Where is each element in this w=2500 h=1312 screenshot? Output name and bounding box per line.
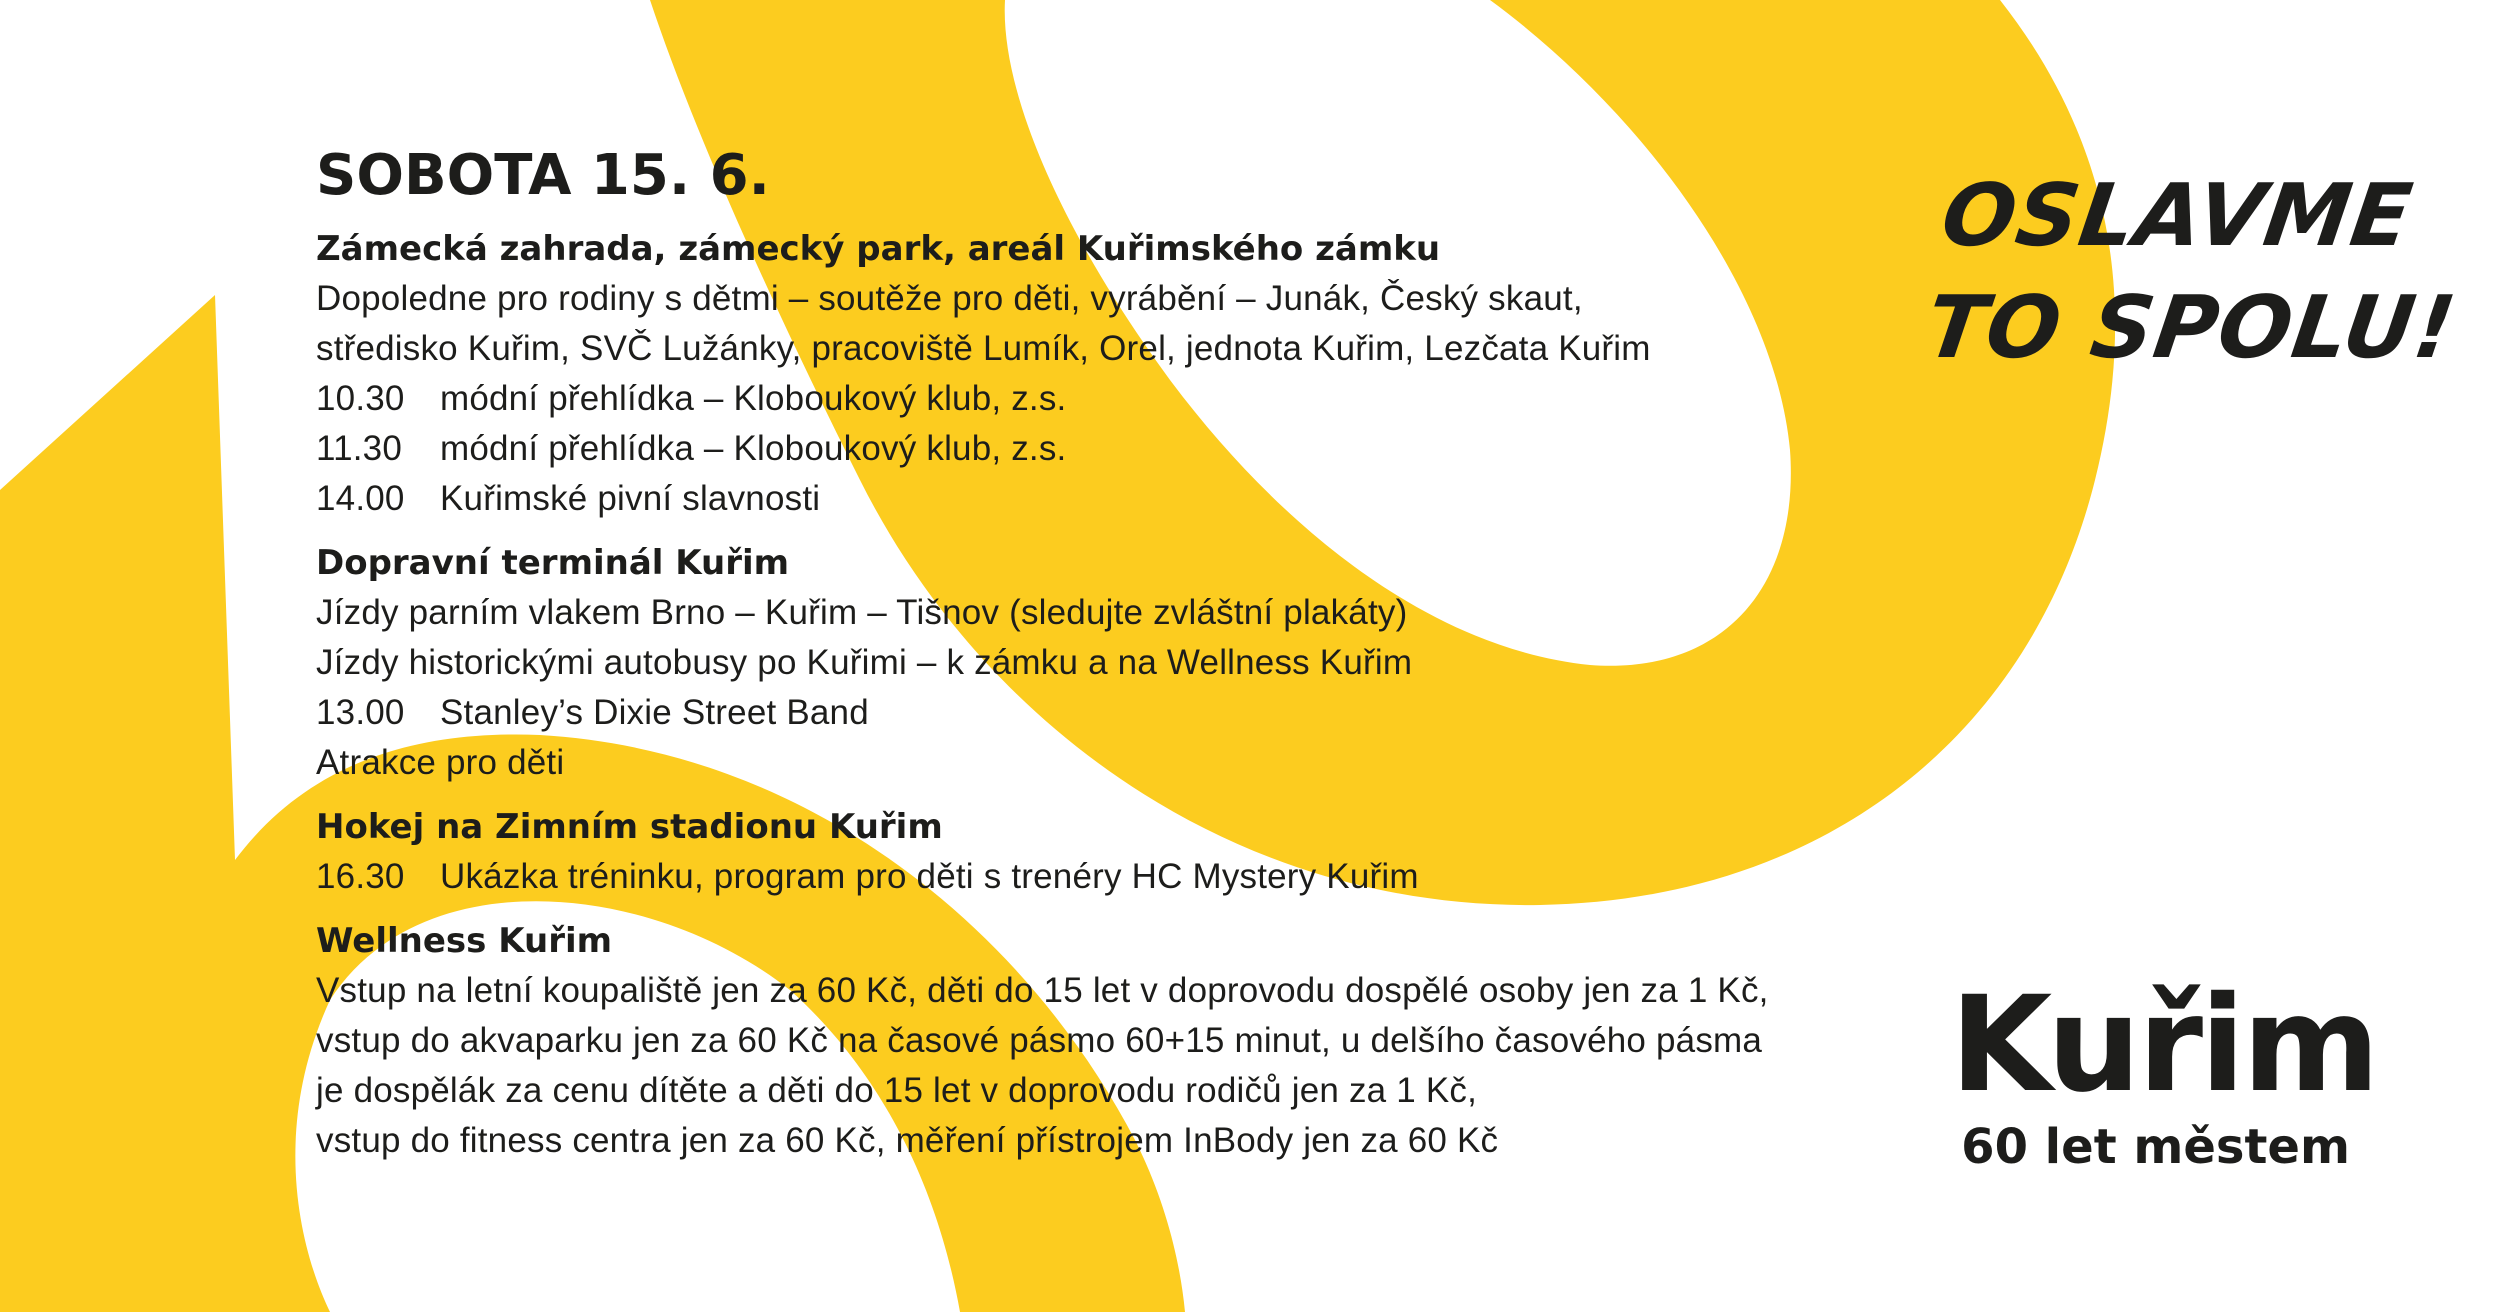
program-line: [316, 1116, 1916, 1166]
section-zamek: [316, 224, 1916, 524]
slogan: [1919, 160, 2478, 384]
program-time: 11.30: [316, 429, 402, 468]
program-text: je dospělák za cenu dítěte a děti do 15 let v doprovodu rodičů jen za 1 Kč,: [316, 1071, 1478, 1110]
program-text: vstup do fitness centra jen za 60 Kč, měření přístrojem InBody jen za 60 Kč: [316, 1121, 1499, 1160]
program-line: [316, 588, 1916, 638]
program-line: [316, 374, 1916, 424]
program-time: 10.30: [316, 379, 405, 418]
section-title: Wellness Kuřim: [316, 921, 613, 961]
slogan-line-2: TO SPOLU!: [1920, 278, 2463, 378]
program-line: [316, 1016, 1916, 1066]
program-line: [316, 274, 1916, 324]
program-time: 13.00: [316, 693, 405, 732]
program-text: Vstup na letní koupaliště jen za 60 Kč, děti do 15 let v doprovodu dospělé osoby jen za 1 Kč,: [316, 971, 1769, 1010]
section-title: Dopravní terminál Kuřim: [316, 543, 790, 583]
program-text: Jízdy historickými autobusy po Kuřimi – k zámku a na Wellness Kuřim: [316, 643, 1413, 682]
program-line: [316, 688, 1916, 738]
program-time: 14.00: [316, 479, 405, 518]
program-line: [316, 738, 1916, 788]
program-text: Atrakce pro děti: [316, 743, 565, 782]
section-title: Zámecká zahrada, zámecký park, areál Kuřimského zámku: [316, 229, 1441, 269]
program-line: [316, 474, 1916, 524]
program-line: [316, 966, 1916, 1016]
program-text: středisko Kuřim, SVČ Lužánky, pracoviště Lumík, Orel, jednota Kuřim, Lezčata Kuřim: [316, 329, 1651, 368]
section-wellness: [316, 916, 1916, 1166]
program-text: Stanley’s Dixie Street Band: [440, 693, 869, 732]
section-title: Hokej na Zimním stadionu Kuřim: [316, 807, 943, 847]
program-time: 16.30: [316, 857, 405, 896]
brand-logo: [1950, 968, 2377, 1176]
slogan-line-1: OSLAVME: [1935, 166, 2419, 266]
program-content: [316, 138, 1916, 1180]
program-text: módní přehlídka – Kloboukový klub, z.s.: [440, 429, 1067, 468]
day-heading: SOBOTA 15. 6.: [316, 143, 770, 208]
program-text: Dopoledne pro rodiny s dětmi – soutěže pro děti, vyrábění – Junák, Český skaut,: [316, 279, 1583, 318]
section-terminal: [316, 538, 1916, 788]
section-hokej: [316, 802, 1916, 902]
program-text: Jízdy parním vlakem Brno – Kuřim – Tišnov (sledujte zvláštní plakáty): [316, 593, 1408, 632]
program-line: [316, 324, 1916, 374]
program-line: [316, 852, 1916, 902]
brand-name: Kuřim: [1950, 968, 2377, 1122]
program-text: vstup do akvaparku jen za 60 Kč na časové pásmo 60+15 minut, u delšího časového pásma: [316, 1021, 1763, 1060]
program-text: módní přehlídka – Kloboukový klub, z.s.: [440, 379, 1067, 418]
program-text: Kuřimské pivní slavnosti: [440, 479, 821, 518]
program-line: [316, 638, 1916, 688]
program-line: [316, 424, 1916, 474]
program-text: Ukázka tréninku, program pro děti s trenéry HC Mystery Kuřim: [440, 857, 1419, 896]
program-line: [316, 1066, 1916, 1116]
brand-subtitle: 60 let městem: [1961, 1119, 2350, 1175]
